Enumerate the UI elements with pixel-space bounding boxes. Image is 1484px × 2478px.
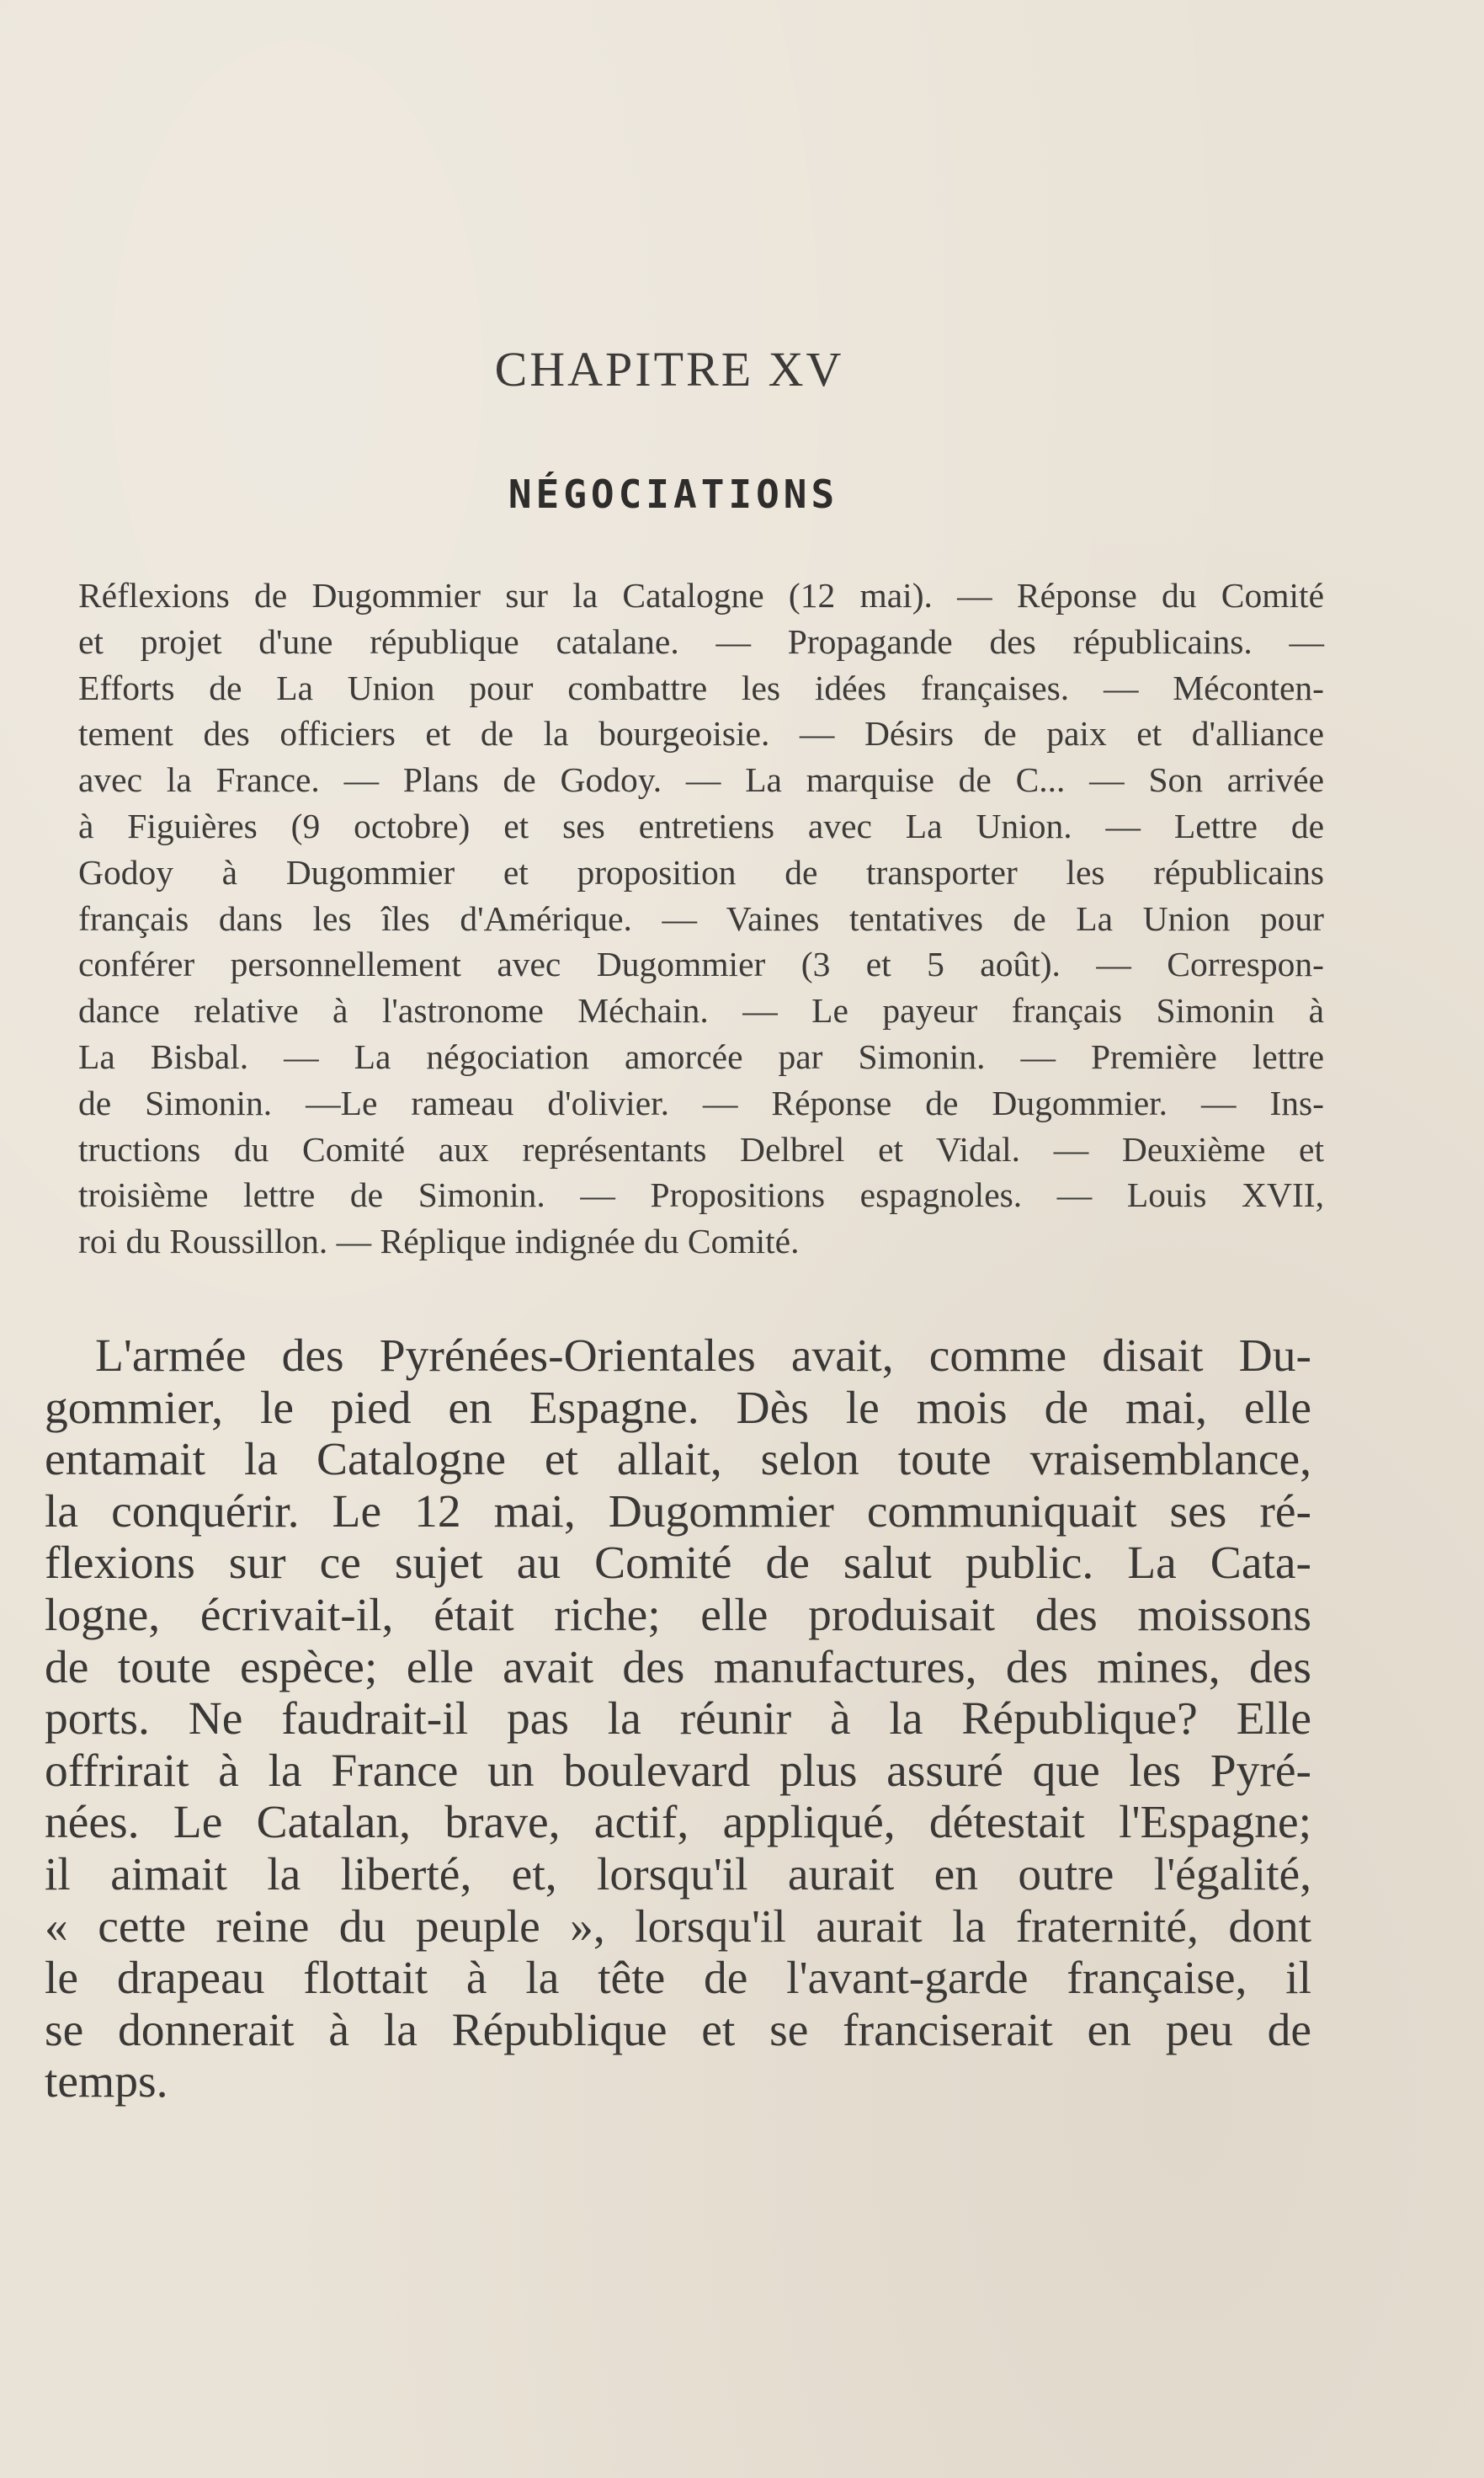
body-line: le drapeau flottait à la tête de l'avant-garde française, il <box>45 1953 1311 2005</box>
body-line: logne, écrivait-il, était riche; elle produisait des moissons <box>45 1589 1311 1641</box>
summary-line: avec la France. — Plans de Godoy. — La marquise de C... — Son arrivée <box>78 760 1324 800</box>
body-line: gommier, le pied en Espagne. Dès le mois de mai, elle <box>45 1382 1311 1434</box>
summary-line: Réflexions de Dugommier sur la Catalogne (12 mai). — Réponse du Comité <box>78 576 1324 615</box>
body-line: flexions sur ce sujet au Comité de salut public. La Cata- <box>45 1537 1311 1590</box>
summary-line: et projet d'une république catalane. — Propagande des républicains. — <box>78 621 1324 661</box>
summary-line: tement des officiers et de la bourgeoisie. — Désirs de paix et d'alliance <box>78 714 1324 754</box>
body-line: offrirait à la France un boulevard plus assuré que les Pyré- <box>45 1745 1311 1797</box>
body-line: « cette reine du peuple », lorsqu'il aurait la fraternité, dont <box>45 1900 1311 1953</box>
summary-line: Efforts de La Union pour combattre les idées françaises. — Méconten- <box>78 668 1324 707</box>
body-line: ports. Ne faudrait-il pas la réunir à la République? Elle <box>45 1693 1311 1745</box>
body-line: la conquérir. Le 12 mai, Dugommier communiquait ses ré- <box>45 1485 1311 1537</box>
summary-line: roi du Roussillon. — Réplique indignée du Comité. <box>78 1222 800 1261</box>
body-line: nées. Le Catalan, brave, actif, appliqué, détestait l'Espagne; <box>45 1797 1311 1849</box>
summary-line: conférer personnellement avec Dugommier (3 et 5 août). — Correspon- <box>78 945 1324 984</box>
summary-line: Godoy à Dugommier et proposition de transporter les républicains <box>78 852 1324 892</box>
summary-line: tructions du Comité aux représentants Delbrel et Vidal. — Deuxième et <box>78 1129 1324 1169</box>
section-title: NÉGOCIATIONS <box>508 472 839 517</box>
summary-line: français dans les îles d'Amérique. — Vaines tentatives de La Union pour <box>78 898 1324 938</box>
summary-line: de Simonin. —Le rameau d'olivier. — Réponse de Dugommier. — Ins- <box>78 1083 1324 1122</box>
chapter-summary <box>78 573 1324 1265</box>
summary-line: à Figuières (9 octobre) et ses entretiens avec La Union. — Lettre de <box>78 806 1324 845</box>
chapter-title: CHAPITRE XV <box>494 342 844 397</box>
body-line: temps. <box>45 2056 168 2108</box>
summary-line: La Bisbal. — La négociation amorcée par Simonin. — Première lettre <box>78 1036 1324 1076</box>
body-line: il aimait la liberté, et, lorsqu'il aurait en outre l'égalité, <box>45 1848 1311 1900</box>
body-paragraph <box>45 1330 1311 2108</box>
summary-line: dance relative à l'astronome Méchain. — Le payeur français Simonin à <box>78 991 1324 1031</box>
body-line: se donnerait à la République et se franciserait en peu de <box>45 2004 1311 2056</box>
body-line: entamait la Catalogne et allait, selon toute vraisemblance, <box>45 1434 1311 1486</box>
body-line: de toute espèce; elle avait des manufactures, des mines, des <box>45 1641 1311 1693</box>
summary-line: troisième lettre de Simonin. — Propositions espagnoles. — Louis XVII, <box>78 1175 1324 1215</box>
body-line: L'armée des Pyrénées-Orientales avait, comme disait Du- <box>95 1330 1311 1382</box>
